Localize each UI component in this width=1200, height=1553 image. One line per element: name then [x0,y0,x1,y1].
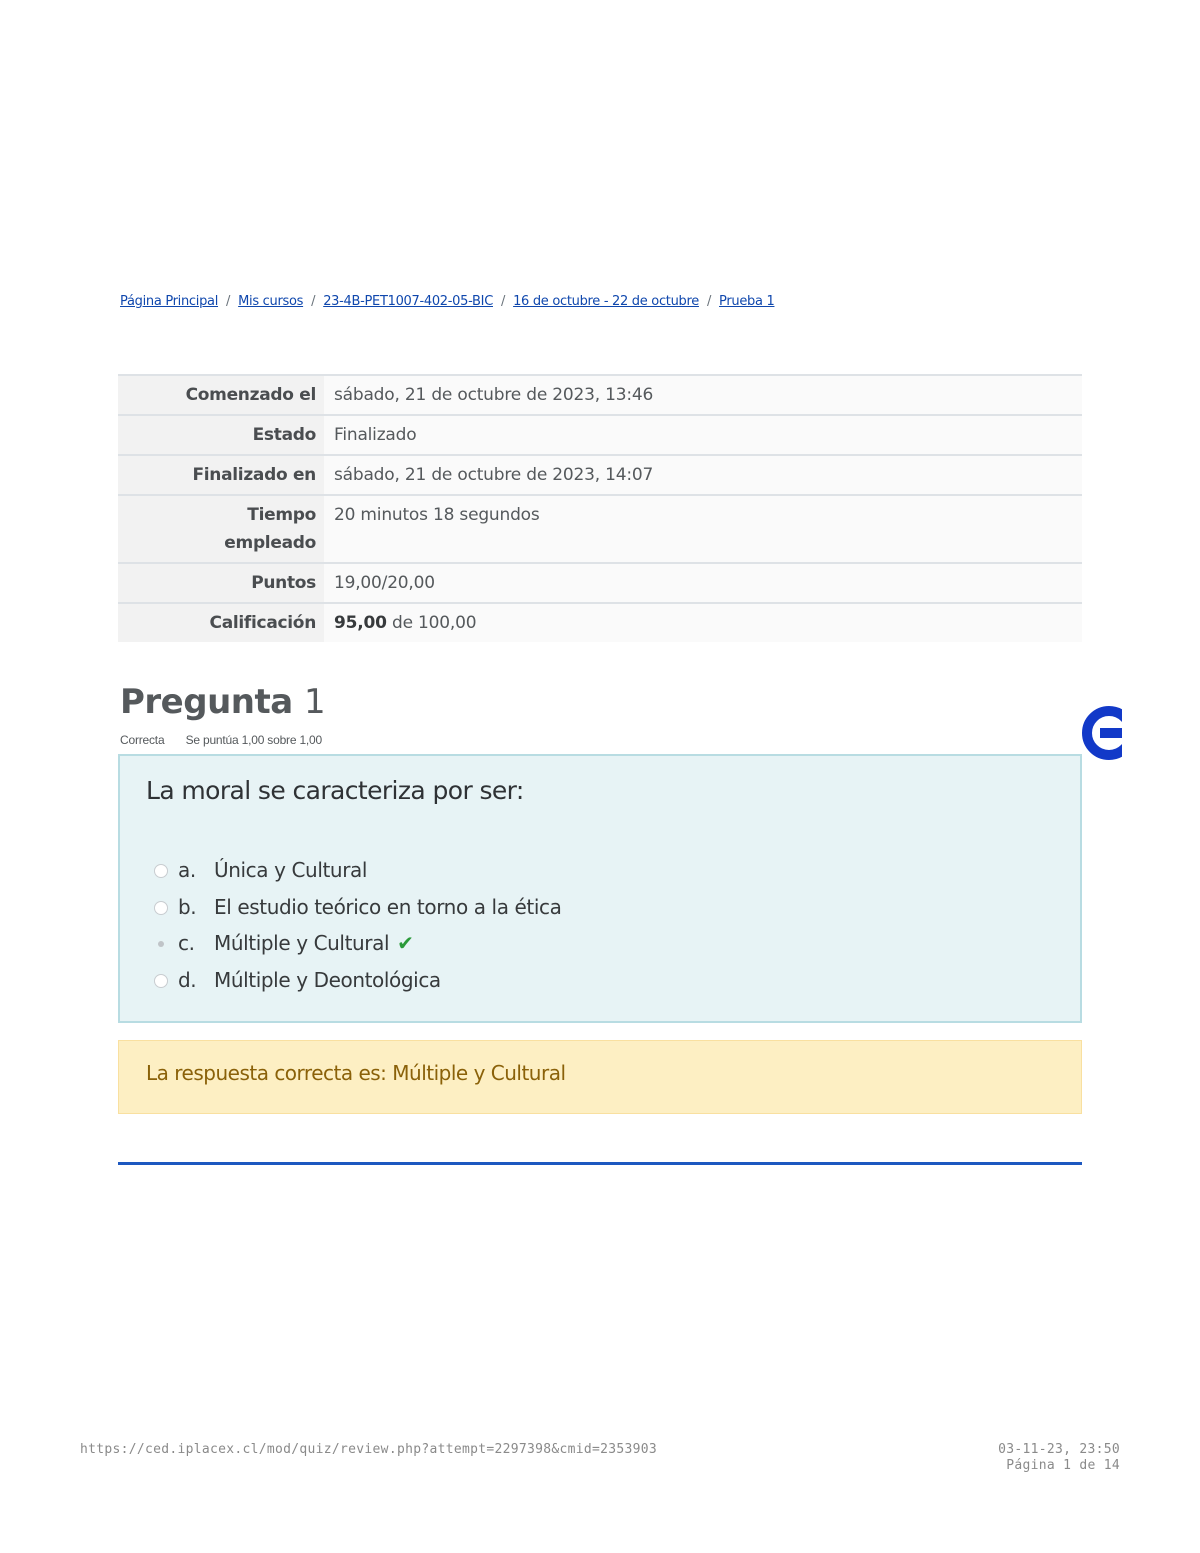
iplacex-logo-icon [1082,706,1122,760]
answer-text-wrap [214,931,414,955]
answer-letter: c. [178,931,195,955]
question-label: Pregunta [120,682,293,722]
grade-value: 95,00 [334,613,387,633]
summary-value: Finalizado [324,415,1082,455]
summary-label: Puntos [118,563,324,603]
breadcrumb [120,294,774,309]
breadcrumb-my-courses-link[interactable]: Mis cursos [238,294,304,309]
breadcrumb-separator: / [311,294,316,309]
check-icon: ✔ [397,931,414,955]
question-content-box [118,754,1082,1023]
summary-label: Finalizado en [118,455,324,495]
question-status: Correcta [120,733,165,747]
question-title [120,682,325,722]
answer-text: El estudio teórico en torno a la ética [214,894,562,919]
breadcrumb-separator: / [226,294,231,309]
radio-button[interactable] [154,901,168,915]
footer-meta [998,1442,1120,1474]
summary-row-state [118,415,1082,455]
question-text: La moral se caracteriza por ser: [146,776,524,805]
grade-suffix: de 100,00 [392,613,477,633]
breadcrumb-course-link[interactable]: 23-4B-PET1007-402-05-BIC [323,294,493,309]
breadcrumb-separator: / [706,294,712,309]
summary-row-points [118,563,1082,603]
summary-row-time [118,495,1082,563]
question-number: 1 [304,682,326,722]
summary-value: sábado, 21 de octubre de 2023, 13:46 [324,375,1082,415]
breadcrumb-quiz-link[interactable]: Prueba 1 [719,294,775,309]
answer-text: Múltiple y Cultural [214,931,390,955]
summary-label: Calificación [118,603,324,642]
breadcrumb-week-link[interactable]: 16 de octubre - 22 de octubre [513,294,699,309]
summary-value: 20 minutos 18 segundos [324,495,1082,563]
attempt-summary-table [118,374,1082,642]
feedback-box [118,1040,1082,1114]
summary-row-finished [118,455,1082,495]
breadcrumb-home-link[interactable]: Página Principal [120,294,219,309]
answer-text: Múltiple y Deontológica [214,967,441,992]
summary-value: sábado, 21 de octubre de 2023, 14:07 [324,455,1082,495]
answer-letter: a. [178,858,196,882]
summary-label: Comenzado el [118,375,324,415]
footer-url: https://ced.iplacex.cl/mod/quiz/review.php?attempt=2297398&cmid=2353903 [80,1442,657,1457]
question-info [120,733,322,747]
summary-value: 19,00/20,00 [324,563,1082,603]
answer-letter: d. [178,967,197,992]
summary-label-line: Tiempo [247,505,316,525]
summary-row-grade [118,603,1082,642]
answer-text: Única y Cultural [214,858,368,882]
summary-value [324,603,1082,642]
correct-answer-feedback: La respuesta correcta es: Múltiple y Cultural [146,1061,566,1085]
footer-page-number: Página 1 de 14 [1006,1458,1120,1473]
answer-letter: b. [178,894,197,919]
summary-row-started [118,375,1082,415]
summary-label-line: empleado [224,533,316,553]
radio-button-selected[interactable] [154,937,168,951]
footer-datetime: 03-11-23, 23:50 [998,1442,1120,1457]
radio-button[interactable] [154,864,168,878]
summary-label [118,495,324,563]
section-divider [118,1162,1082,1165]
breadcrumb-separator: / [500,294,506,309]
question-score: Se puntúa 1,00 sobre 1,00 [185,733,323,747]
summary-label: Estado [118,415,324,455]
radio-button[interactable] [154,974,168,988]
